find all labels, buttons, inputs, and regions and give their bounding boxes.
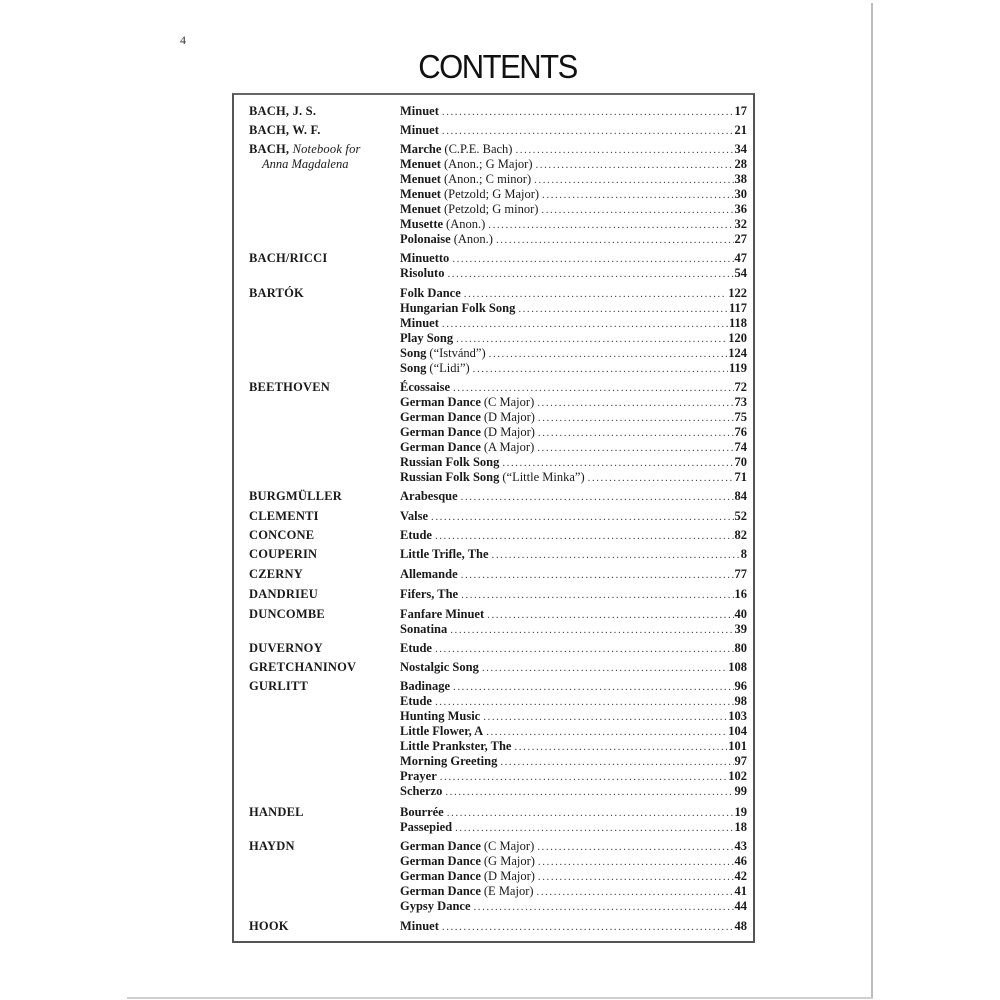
work-title: Musette (400, 217, 444, 231)
work-title: Minuet (400, 104, 439, 118)
toc-entry[interactable] (400, 470, 747, 485)
page-reference: 18 (734, 820, 747, 834)
composer-label: GRETCHANINOV (249, 660, 357, 674)
composer-label: CZERNY (249, 567, 303, 581)
toc-entry[interactable] (400, 567, 747, 582)
page-reference: 80 (734, 641, 747, 655)
dot-leader (456, 332, 727, 347)
composer-label: HAYDN (249, 839, 295, 853)
work-detail: (G Major) (483, 854, 535, 868)
composer-label: BACH/RICCI (249, 251, 328, 265)
page-reference: 54 (734, 266, 747, 280)
toc-entry[interactable] (400, 410, 747, 425)
dot-leader (431, 510, 733, 525)
work-title: Minuetto (400, 251, 450, 265)
work-title: Allemande (400, 567, 458, 581)
composer-name (249, 251, 327, 266)
dot-leader (536, 158, 734, 173)
dot-leader (538, 870, 734, 885)
work-title: German Dance (400, 395, 481, 409)
work-title: German Dance (400, 440, 481, 454)
work-title: Fanfare Minuet (400, 607, 485, 621)
dot-leader (538, 855, 734, 870)
dot-leader (435, 642, 734, 657)
toc-entry[interactable] (400, 455, 747, 470)
dot-leader (452, 252, 733, 267)
page-reference: 41 (734, 884, 747, 898)
work-detail: (Anon.; C minor) (443, 172, 532, 186)
dot-leader (489, 347, 728, 362)
composer-name (249, 286, 304, 301)
composer-name (249, 509, 319, 524)
dot-leader (534, 173, 733, 188)
page-reference: 40 (734, 607, 747, 621)
composer-label: BACH, W. F. (249, 123, 321, 137)
page-reference: 27 (734, 232, 747, 246)
page-reference: 38 (734, 172, 747, 186)
toc-entry[interactable] (400, 251, 747, 266)
dot-leader (488, 218, 733, 233)
dot-leader (482, 661, 727, 676)
dot-leader (588, 471, 734, 486)
toc-entry[interactable] (400, 547, 747, 562)
work-detail: (Petzold; G minor) (443, 202, 539, 216)
toc-entry[interactable] (400, 694, 747, 709)
composer-name (249, 641, 323, 656)
dot-leader (492, 548, 740, 563)
work-title: Passepied (400, 820, 453, 834)
page-reference: 71 (734, 470, 747, 484)
composer-name (249, 839, 295, 854)
work-title: Little Flower, A (400, 724, 484, 738)
page-title: CONTENTS (418, 47, 577, 86)
dot-leader (442, 105, 734, 120)
work-title: Play Song (400, 331, 454, 345)
composer-collection-line2: Anna Magdalena (262, 157, 349, 171)
page-reference: 72 (734, 380, 747, 394)
toc-entry[interactable] (400, 266, 747, 281)
dot-leader (453, 381, 734, 396)
composer-name (249, 123, 321, 138)
dot-leader (538, 411, 734, 426)
work-title: Russian Folk Song (400, 455, 500, 469)
dot-leader (461, 490, 734, 505)
work-detail: (D Major) (483, 425, 535, 439)
work-detail: (“Lidi”) (429, 361, 470, 375)
composer-label: HOOK (249, 919, 289, 933)
work-title: Arabesque (400, 489, 458, 503)
toc-entry[interactable] (400, 839, 747, 854)
dot-leader (518, 302, 728, 317)
work-detail: (C.P.E. Bach) (444, 142, 513, 156)
toc-entry[interactable] (400, 425, 747, 440)
toc-entry[interactable] (400, 641, 747, 656)
dot-leader (538, 426, 734, 441)
work-title: Sonatina (400, 622, 448, 636)
work-title: Minuet (400, 316, 439, 330)
toc-entry[interactable] (400, 142, 747, 157)
dot-leader (442, 920, 734, 935)
work-title: Scherzo (400, 784, 443, 798)
toc-entry[interactable] (400, 709, 747, 724)
composer-name (249, 607, 325, 622)
toc-entry[interactable] (400, 805, 747, 820)
work-title: Song (400, 346, 427, 360)
work-title: Etude (400, 528, 432, 542)
composer-name (249, 380, 330, 395)
page-reference: 32 (734, 217, 747, 231)
composer-name (249, 660, 356, 675)
page-reference: 16 (734, 587, 747, 601)
dot-leader (464, 287, 727, 302)
dot-leader (487, 608, 733, 623)
page-reference: 82 (734, 528, 747, 542)
page-reference: 101 (728, 739, 747, 753)
toc-entry[interactable] (400, 919, 747, 934)
dot-leader (502, 456, 733, 471)
dot-leader (537, 441, 733, 456)
toc-entry[interactable] (400, 739, 747, 754)
work-detail: (“Little Minka”) (502, 470, 585, 484)
page-reference: 104 (728, 724, 747, 738)
composer-label: DANDRIEU (249, 587, 318, 601)
dot-leader (500, 755, 733, 770)
dot-leader (447, 267, 733, 282)
page-reference: 30 (734, 187, 747, 201)
work-title: Badinage (400, 679, 451, 693)
page-reference: 48 (734, 919, 747, 933)
work-title: Etude (400, 694, 432, 708)
toc-entry[interactable] (400, 820, 747, 835)
toc-entry[interactable] (400, 854, 747, 869)
toc-entry[interactable] (400, 361, 747, 376)
work-title: Menuet (400, 157, 441, 171)
page-reference: 76 (734, 425, 747, 439)
work-title: Song (400, 361, 427, 375)
composer-name (249, 919, 289, 934)
dot-leader (461, 588, 733, 603)
dot-leader (435, 695, 734, 710)
toc-entry[interactable] (400, 331, 747, 346)
work-title: Little Prankster, The (400, 739, 512, 753)
page-number: 4 (180, 33, 186, 47)
toc-entry[interactable] (400, 784, 747, 799)
work-title: Valse (400, 509, 429, 523)
work-title: Fifers, The (400, 587, 459, 601)
toc-entry[interactable] (400, 622, 747, 637)
toc-entry[interactable] (400, 187, 747, 202)
work-title: Hunting Music (400, 709, 481, 723)
composer-name (249, 587, 318, 602)
page-reference: 103 (728, 709, 747, 723)
toc-entry[interactable] (400, 660, 747, 675)
dot-leader (514, 740, 727, 755)
dot-leader (486, 725, 727, 740)
composer-label: DUVERNOY (249, 641, 323, 655)
toc-entry[interactable] (400, 380, 747, 395)
page-edge-right (871, 3, 873, 999)
page-reference: 122 (728, 286, 747, 300)
page-reference: 73 (734, 395, 747, 409)
work-title: German Dance (400, 839, 481, 853)
dot-leader (537, 840, 733, 855)
page-reference: 34 (734, 142, 747, 156)
dot-leader (440, 770, 727, 785)
dot-leader (537, 396, 733, 411)
work-title: German Dance (400, 884, 481, 898)
dot-leader (442, 317, 728, 332)
work-title: Menuet (400, 202, 441, 216)
page-reference: 43 (734, 839, 747, 853)
work-detail: (C Major) (483, 395, 535, 409)
work-detail: (A Major) (483, 440, 535, 454)
toc-entry[interactable] (400, 679, 747, 694)
toc-entry[interactable] (400, 899, 747, 914)
page-reference: 52 (734, 509, 747, 523)
work-detail: (E Major) (483, 884, 534, 898)
work-title: Marche (400, 142, 442, 156)
work-title: German Dance (400, 425, 481, 439)
toc-entry[interactable] (400, 286, 747, 301)
work-title: Risoluto (400, 266, 445, 280)
work-title: Écossaise (400, 380, 450, 394)
work-title: Russian Folk Song (400, 470, 500, 484)
composer-collection: Notebook for (289, 142, 361, 156)
page-reference: 102 (728, 769, 747, 783)
composer-label: BEETHOVEN (249, 380, 330, 394)
toc-entry[interactable] (400, 869, 747, 884)
composer-label: BURGMÜLLER (249, 489, 342, 503)
page-reference: 70 (734, 455, 747, 469)
work-title: Folk Dance (400, 286, 461, 300)
work-title: Menuet (400, 187, 441, 201)
dot-leader (473, 362, 728, 377)
page-reference: 46 (734, 854, 747, 868)
page-reference: 44 (734, 899, 747, 913)
dot-leader (447, 806, 734, 821)
work-detail: (D Major) (483, 869, 535, 883)
page-reference: 96 (734, 679, 747, 693)
toc-entry[interactable] (400, 104, 747, 119)
composer-label: BARTÓK (249, 286, 304, 300)
page-edge-bottom (127, 997, 873, 999)
dot-leader (453, 680, 733, 695)
dot-leader (445, 785, 733, 800)
page-reference: 98 (734, 694, 747, 708)
composer-label: BACH, J. S. (249, 104, 317, 118)
work-title: Gypsy Dance (400, 899, 471, 913)
dot-leader (537, 885, 734, 900)
dot-leader (455, 821, 733, 836)
work-title: Menuet (400, 172, 441, 186)
composer-name (249, 805, 304, 820)
work-title: Polonaise (400, 232, 451, 246)
work-title: Hungarian Folk Song (400, 301, 516, 315)
toc-entry[interactable] (400, 123, 747, 138)
page-reference: 118 (728, 316, 747, 330)
composer-label: BACH, (249, 142, 290, 156)
composer-name (249, 142, 361, 157)
page-reference: 97 (734, 754, 747, 768)
page-reference: 74 (734, 440, 747, 454)
work-title: German Dance (400, 854, 481, 868)
composer-label: CLEMENTI (249, 509, 319, 523)
work-detail: (Anon.) (453, 232, 493, 246)
toc-entry[interactable] (400, 217, 747, 232)
composer-label: CONCONE (249, 528, 315, 542)
page-reference: 119 (728, 361, 747, 375)
page-reference: 99 (734, 784, 747, 798)
toc-entry[interactable] (400, 607, 747, 622)
page-reference: 75 (734, 410, 747, 424)
dot-leader (450, 623, 733, 638)
page-reference: 39 (734, 622, 747, 636)
toc-entry[interactable] (400, 346, 747, 361)
page-reference: 47 (734, 251, 747, 265)
dot-leader (541, 203, 733, 218)
work-detail: (Anon.; G Major) (443, 157, 533, 171)
composer-label: DUNCOMBE (249, 607, 325, 621)
work-detail: (C Major) (483, 839, 535, 853)
page-reference: 21 (734, 123, 747, 137)
page-reference: 124 (728, 346, 747, 360)
toc-entry[interactable] (400, 232, 747, 247)
work-title: Morning Greeting (400, 754, 498, 768)
work-title: German Dance (400, 869, 481, 883)
page-reference: 28 (734, 157, 747, 171)
page-reference: 36 (734, 202, 747, 216)
toc-entry[interactable] (400, 202, 747, 217)
composer-name (249, 489, 342, 504)
toc-entry[interactable] (400, 724, 747, 739)
toc-entry[interactable] (400, 157, 747, 172)
toc-entry[interactable] (400, 172, 747, 187)
toc-entry[interactable] (400, 769, 747, 784)
page-reference: 8 (740, 547, 747, 561)
composer-name (249, 547, 317, 562)
toc-entry[interactable] (400, 316, 747, 331)
toc-entry[interactable] (400, 440, 747, 455)
dot-leader (542, 188, 733, 203)
dot-leader (435, 529, 734, 544)
dot-leader (442, 124, 734, 139)
page-reference: 108 (728, 660, 747, 674)
toc-entry[interactable] (400, 528, 747, 543)
toc-entry[interactable] (400, 754, 747, 769)
work-title: Minuet (400, 123, 439, 137)
toc-entry[interactable] (400, 587, 747, 602)
work-title: Etude (400, 641, 432, 655)
dot-leader (461, 568, 734, 583)
page-reference: 117 (728, 301, 747, 315)
work-title: Nostalgic Song (400, 660, 479, 674)
work-title: German Dance (400, 410, 481, 424)
work-title: Minuet (400, 919, 439, 933)
composer-name (249, 679, 308, 694)
page-reference: 120 (728, 331, 747, 345)
composer-name (249, 528, 314, 543)
dot-leader (496, 233, 734, 248)
work-title: Bourrée (400, 805, 444, 819)
toc-entry[interactable] (400, 509, 747, 524)
dot-leader (483, 710, 727, 725)
page-reference: 19 (734, 805, 747, 819)
work-detail: (D Major) (483, 410, 535, 424)
page-reference: 77 (734, 567, 747, 581)
work-detail: (Petzold; G Major) (443, 187, 540, 201)
work-title: Little Trifle, The (400, 547, 489, 561)
toc-entry[interactable] (400, 884, 747, 899)
work-detail: (Anon.) (446, 217, 486, 231)
work-title: Prayer (400, 769, 437, 783)
toc-entry[interactable] (400, 489, 747, 504)
composer-label: GURLITT (249, 679, 309, 693)
page-reference: 42 (734, 869, 747, 883)
page-reference: 84 (734, 489, 747, 503)
page-reference: 17 (734, 104, 747, 118)
composer-label: COUPERIN (249, 547, 318, 561)
toc-entry[interactable] (400, 301, 747, 316)
toc-entry[interactable] (400, 395, 747, 410)
composer-name (249, 567, 303, 582)
dot-leader (474, 900, 734, 915)
composer-name (249, 104, 316, 119)
dot-leader (515, 143, 733, 158)
composer-label: HANDEL (249, 805, 304, 819)
work-detail: (“Istvánd”) (429, 346, 486, 360)
